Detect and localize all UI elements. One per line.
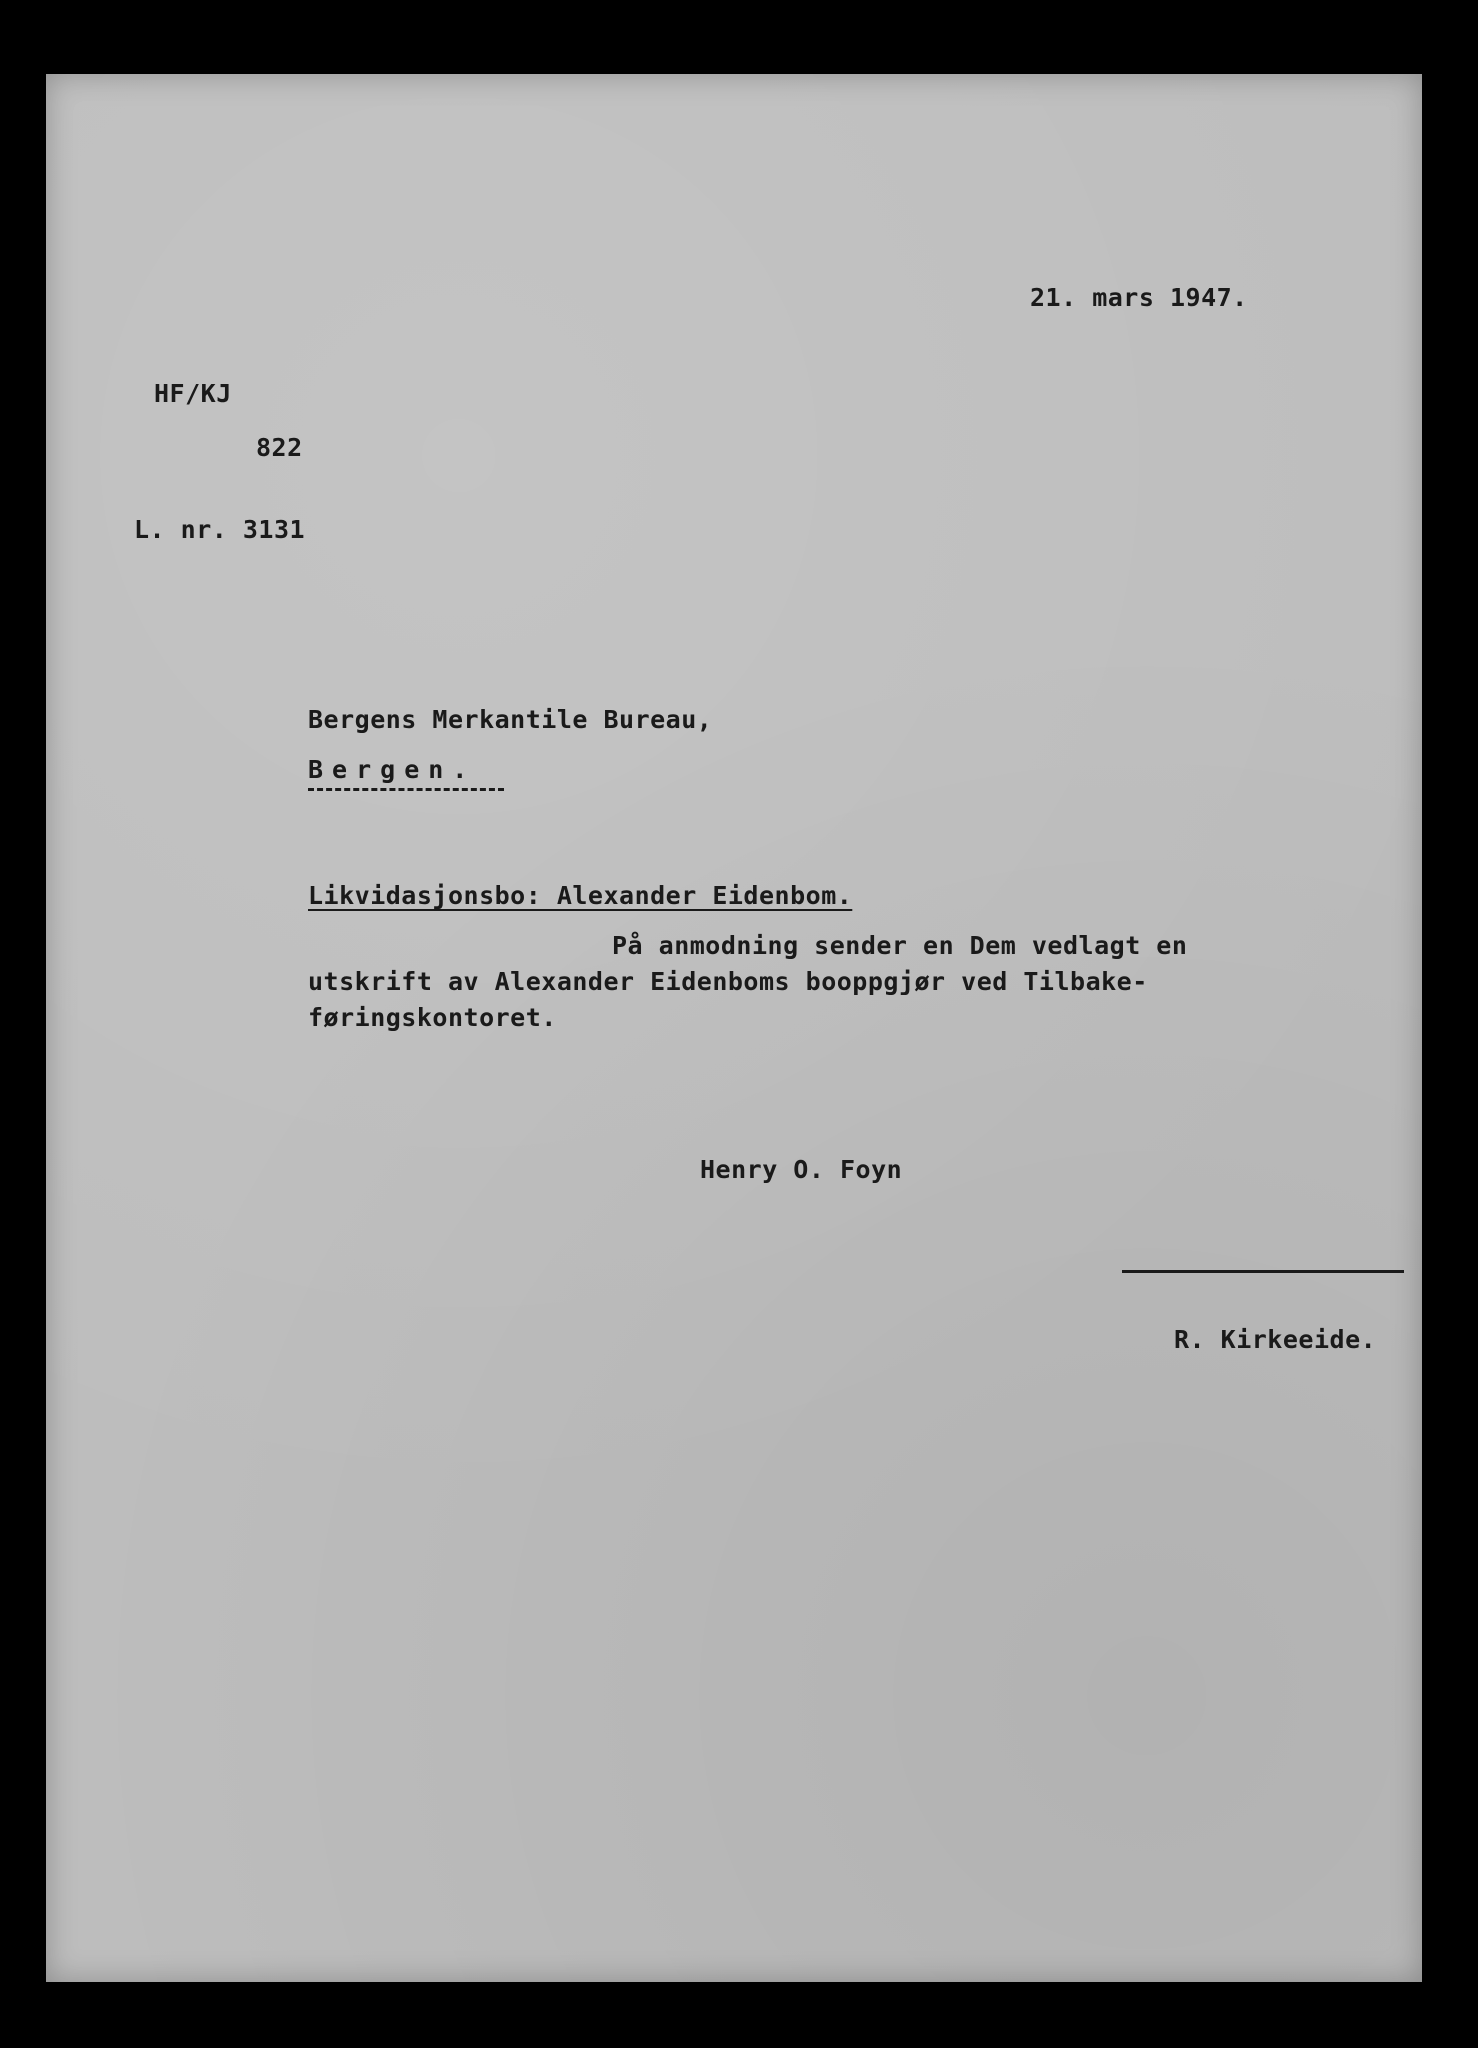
body-line-3: føringskontoret. bbox=[308, 1003, 557, 1032]
letter-number: L. nr. 3131 bbox=[134, 515, 306, 544]
recipient-city: Bergen. bbox=[308, 755, 477, 784]
signatory-name: R. Kirkeeide. bbox=[1174, 1325, 1377, 1354]
letter-subject: Likvidasjonsbo: Alexander Eidenbom. bbox=[308, 881, 853, 910]
recipient-name: Bergens Merkantile Bureau, bbox=[308, 705, 713, 734]
signature-line bbox=[1122, 1270, 1404, 1273]
sender-name: Henry O. Foyn bbox=[700, 1155, 903, 1184]
reference-initials: HF/KJ bbox=[154, 379, 232, 408]
body-line-1: På anmodning sender en Dem vedlagt en bbox=[612, 931, 1188, 960]
reference-number: 822 bbox=[256, 433, 303, 462]
letter-sheet bbox=[46, 74, 1422, 1982]
body-line-2: utskrift av Alexander Eidenboms booppgjør ved Tilbake- bbox=[308, 967, 1148, 996]
letter-date: 21. mars 1947. bbox=[1030, 283, 1248, 312]
recipient-city-underline bbox=[308, 788, 504, 791]
